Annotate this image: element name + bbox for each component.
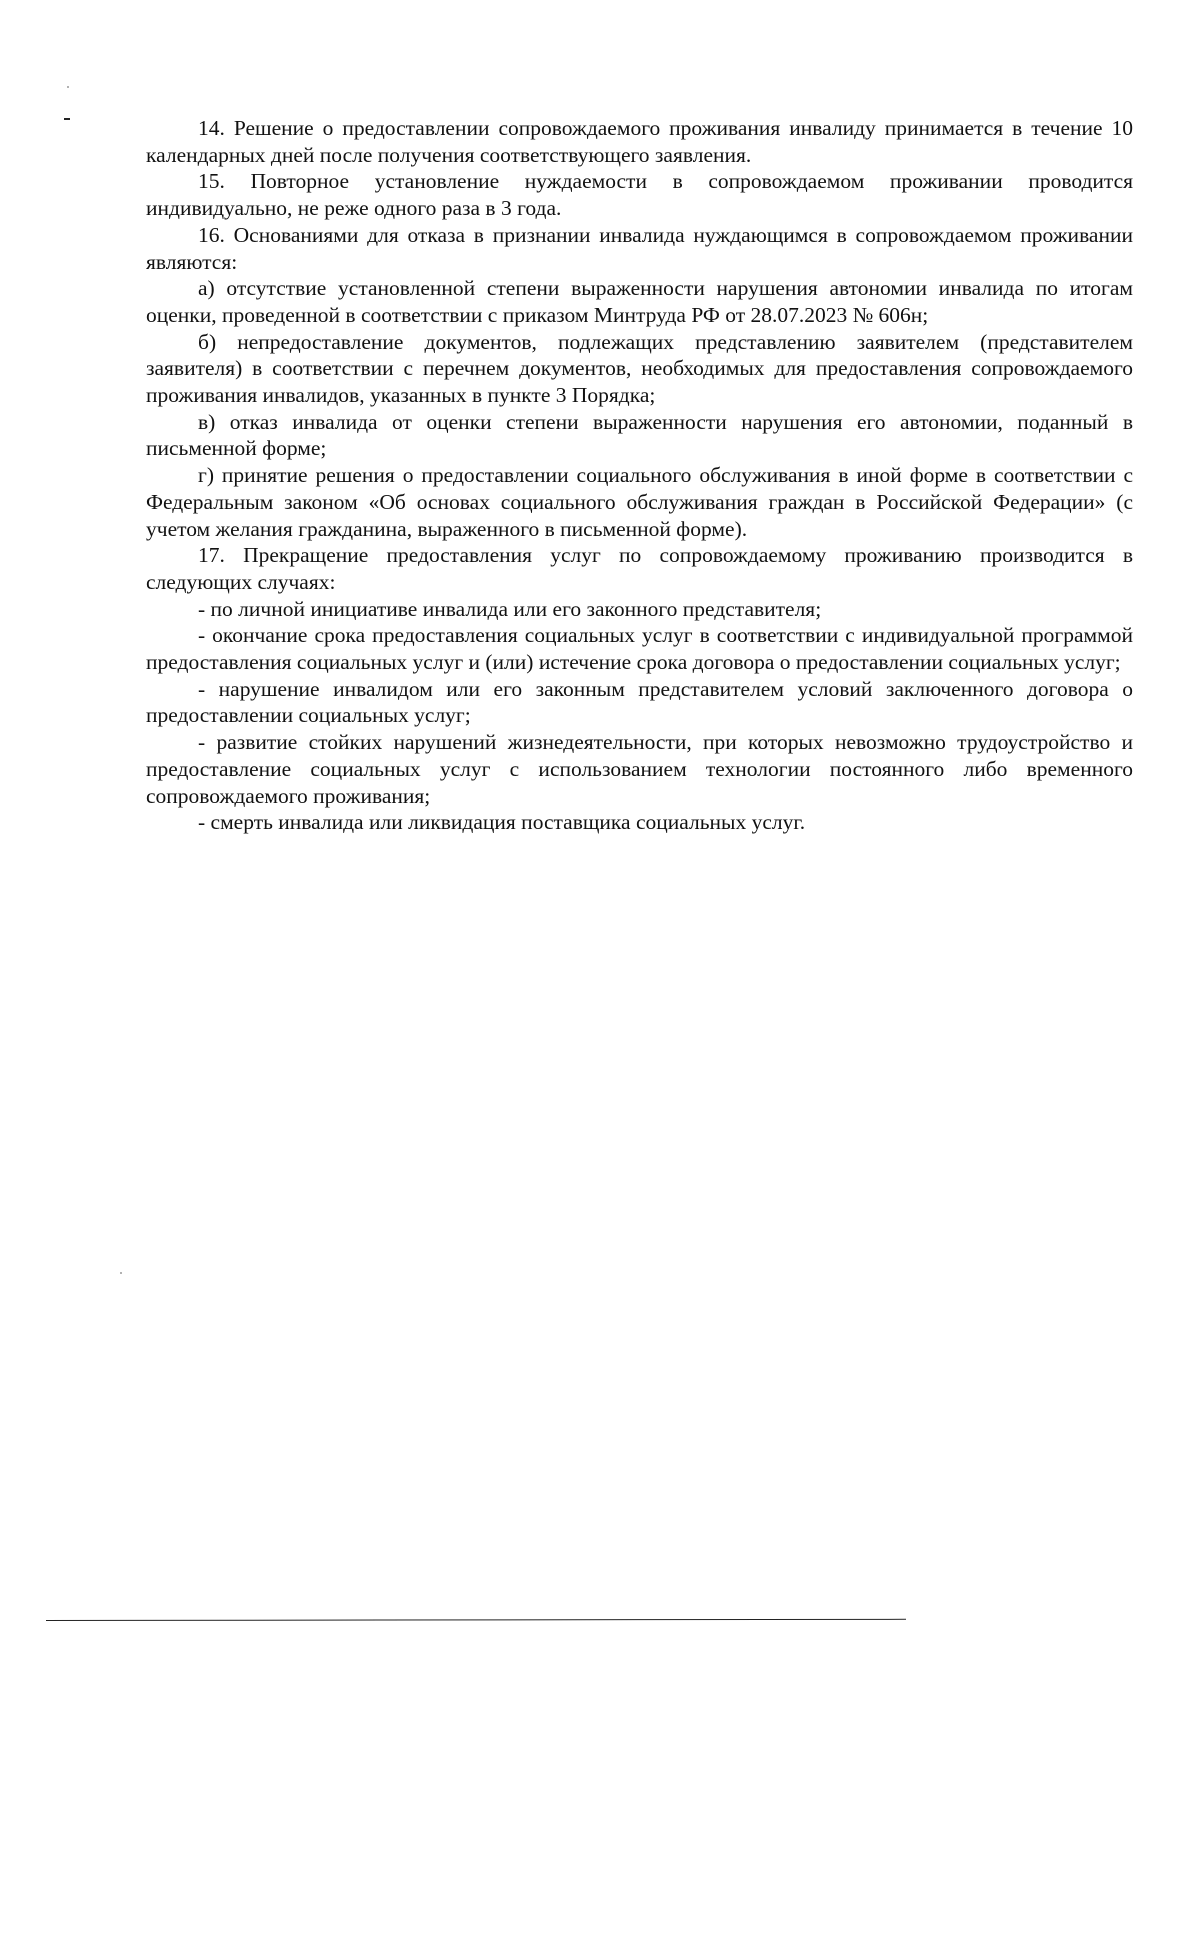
paragraph-14: 14. Решение о предоставлении сопровождаемого проживания инвалиду принимается в течение 10 календарных дней после получения соответствующего заявления. [146,116,1133,167]
paragraph-16-g: г) принятие решения о предоставлении социального обслуживания в иной форме в соответствии с Федеральным законом «Об основах социального обслуживания граждан в Российской Федерации» (с учетом желания гражданина, выраженного в письменной форме). [146,463,1133,541]
paragraph-16-v: в) отказ инвалида от оценки степени выраженности нарушения его автономии, поданный в письменной форме; [146,409,1133,461]
paragraph-16: 16. Основаниями для отказа в признании инвалида нуждающимся в сопровождаемом проживании являются: [146,222,1133,274]
paragraph-16-a: а) отсутствие установленной степени выраженности нарушения автономии инвалида по итогам оценки, проведенной в соответствии с приказом Минтруда РФ от 28.07.2023 № 606н; [146,276,1133,327]
paragraph-16-b: б) непредоставление документов, подлежащих представлению заявителем (представителем заявителя) в соответствии с перечнем документов, необходимых для предоставления сопровождаемого проживания инвалидов, указанных в пункте 3 Порядка; [146,329,1133,408]
list-item-contract-breach: - нарушение инвалидом или его законным представителем условий заключенного договора о предоставлении социальных услуг; [146,676,1133,728]
list-item-term-end: - окончание срока предоставления социальных услуг в соответствии с индивидуальной программой предоставления социальных услуг и (или) истечение срока договора о предоставлении социальных услуг; [146,623,1133,675]
paragraph-15: 15. Повторное установление нуждаемости в сопровождаемом проживании проводится индивидуально, не реже одного раза в 3 года. [146,169,1133,221]
scan-speck [120,1272,122,1274]
list-item-disability-progression: - развитие стойких нарушений жизнедеятельности, при которых невозможно трудоустройство и предоставление социальных услуг с использованием технологии постоянного либо временного сопровождаемого проживания; [146,730,1133,808]
scan-speck [67,86,69,88]
list-item-initiative: - по личной инициативе инвалида или его законного представителя; [198,596,822,621]
paragraph-17: 17. Прекращение предоставления услуг по сопровождаемому проживанию производится в следующих случаях: [146,543,1133,594]
list-item-death-liquidation: - смерть инвалида или ликвидация поставщика социальных услуг. [198,810,806,835]
footnote-separator [46,1619,906,1621]
margin-mark [64,118,70,120]
document-body [146,115,1133,836]
